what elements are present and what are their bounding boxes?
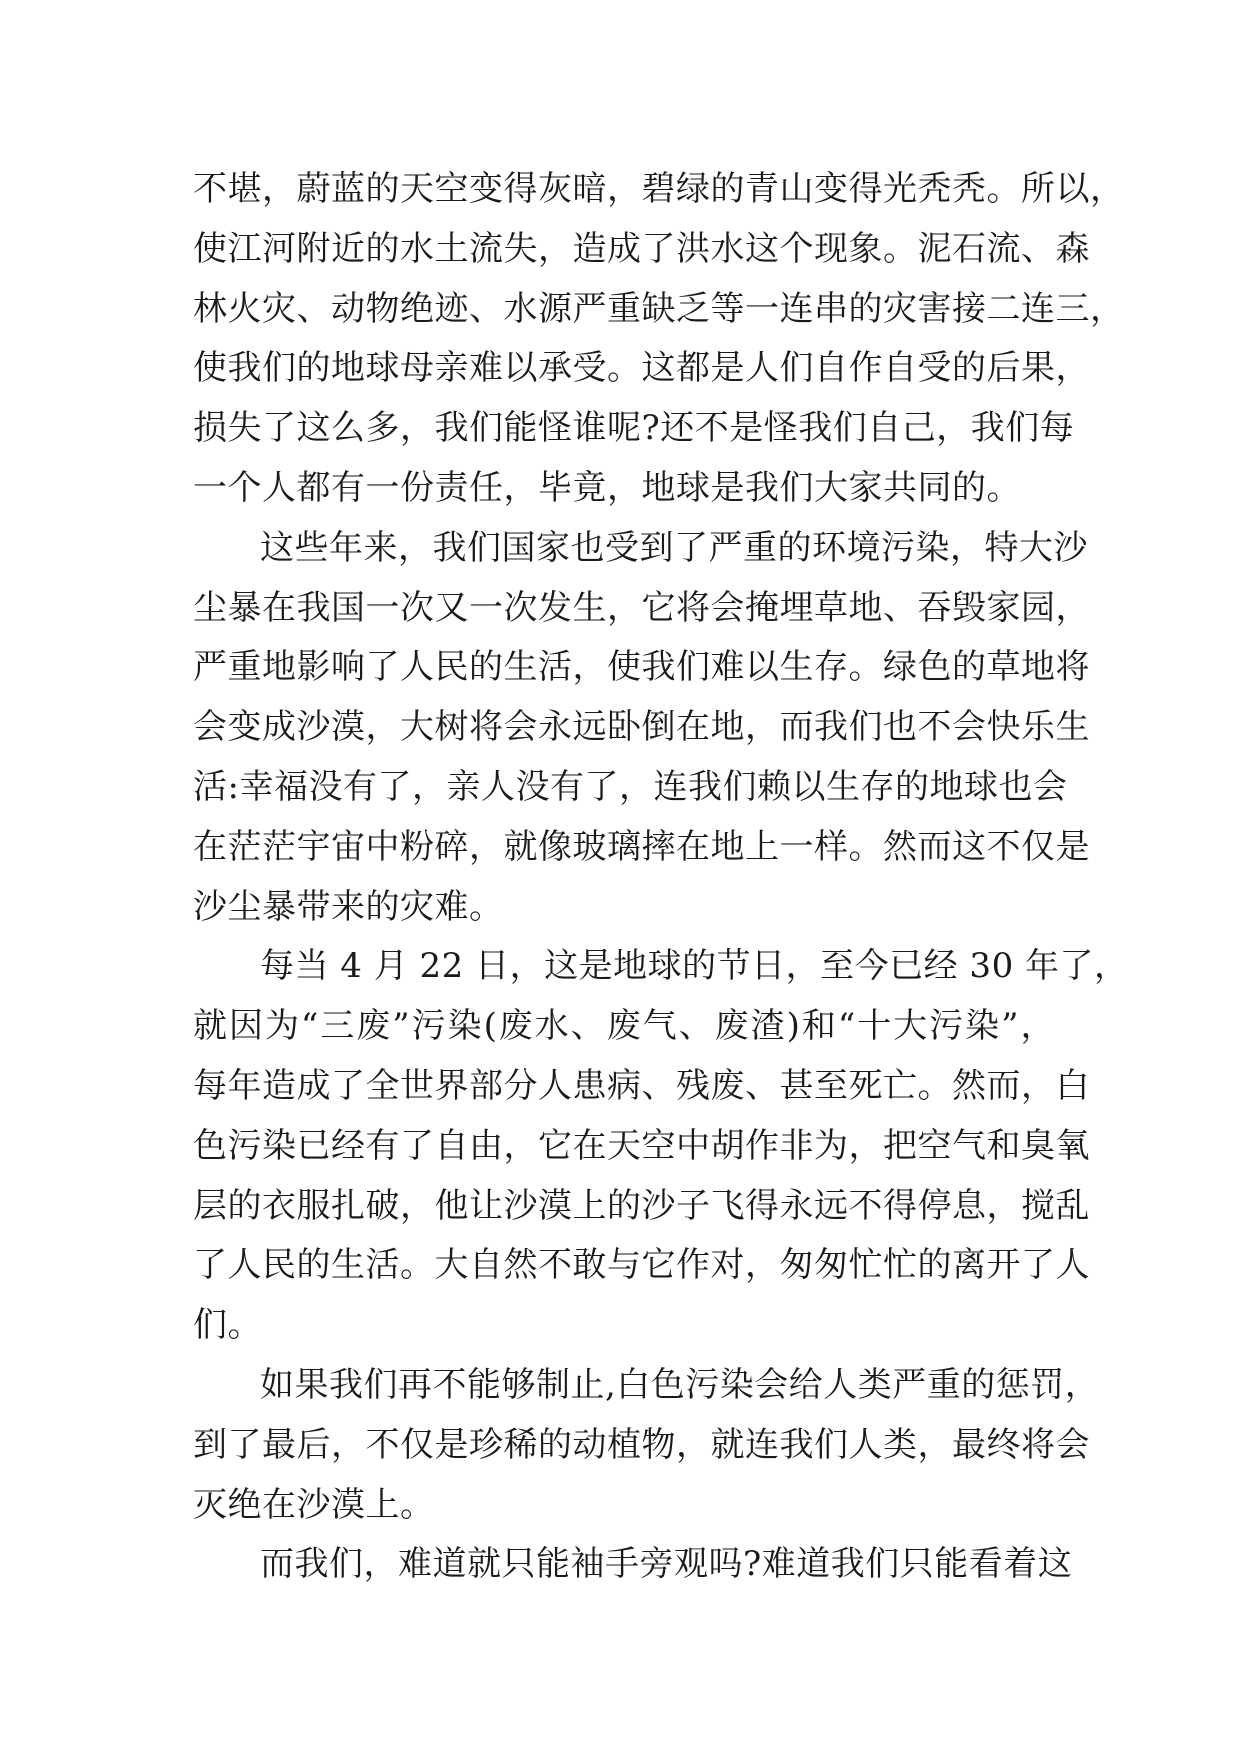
text-line: 每年造成了全世界部分人患病、残废、甚至死亡。然而，白 [193, 1065, 1090, 1106]
text-line: 沙尘暴带来的灾难。 [193, 886, 504, 927]
text-line: 活:幸福没有了，亲人没有了，连我们赖以生存的地球也会 [193, 766, 1068, 807]
text-line: 灭绝在沙漠上。 [193, 1484, 435, 1525]
text-line: 每当 4 月 22 日，这是地球的节日，至今已经 30 年了， [260, 946, 1129, 987]
text-line: 林火灾、动物绝迹、水源严重缺乏等一连串的灾害接二连三， [193, 288, 1125, 329]
text-line: 使江河附近的水土流失，造成了洪水这个现象。泥石流、森 [193, 228, 1090, 269]
text-line: 尘暴在我国一次又一次发生，它将会掩埋草地、吞毁家园， [193, 587, 1090, 628]
text-line: 色污染已经有了自由，它在天空中胡作非为，把空气和臭氧 [193, 1125, 1090, 1166]
text-line: 严重地影响了人民的生活，使我们难以生存。绿色的草地将 [193, 647, 1090, 688]
text-line: 这些年来，我们国家也受到了严重的环境污染，特大沙 [260, 527, 1088, 568]
text-line: 会变成沙漠，大树将会永远卧倒在地，而我们也不会快乐生 [193, 707, 1090, 748]
text-line: 了人民的生活。大自然不敢与它作对，匆匆忙忙的离开了人 [193, 1245, 1090, 1286]
text-line: 就因为“三废”污染(废水、废气、废渣)和“十大污染”， [193, 1006, 1055, 1047]
text-line: 损失了这么多，我们能怪谁呢?还不是怪我们自己，我们每 [193, 408, 1075, 449]
text-line: 层的衣服扎破，他让沙漠上的沙子飞得永远不得停息，搅乱 [193, 1185, 1090, 1226]
text-line: 到了最后，不仅是珍稀的动植物，就连我们人类，最终将会 [193, 1424, 1090, 1465]
text-line: 使我们的地球母亲难以承受。这都是人们自作自受的后果， [193, 348, 1090, 389]
text-line: 一个人都有一份责任，毕竟，地球是我们大家共同的。 [193, 467, 1021, 508]
text-line: 在茫茫宇宙中粉碎，就像玻璃摔在地上一样。然而这不仅是 [193, 826, 1090, 867]
text-line: 不堪，蔚蓝的天空变得灰暗，碧绿的青山变得光秃秃。所以， [193, 169, 1125, 209]
body-text [193, 160, 1129, 1595]
text-line: 而我们，难道就只能袖手旁观吗?难道我们只能看着这 [260, 1544, 1073, 1585]
text-line: 如果我们再不能够制止,白色污染会给人类严重的惩罚， [260, 1364, 1100, 1405]
text-line: 们。 [193, 1305, 262, 1346]
